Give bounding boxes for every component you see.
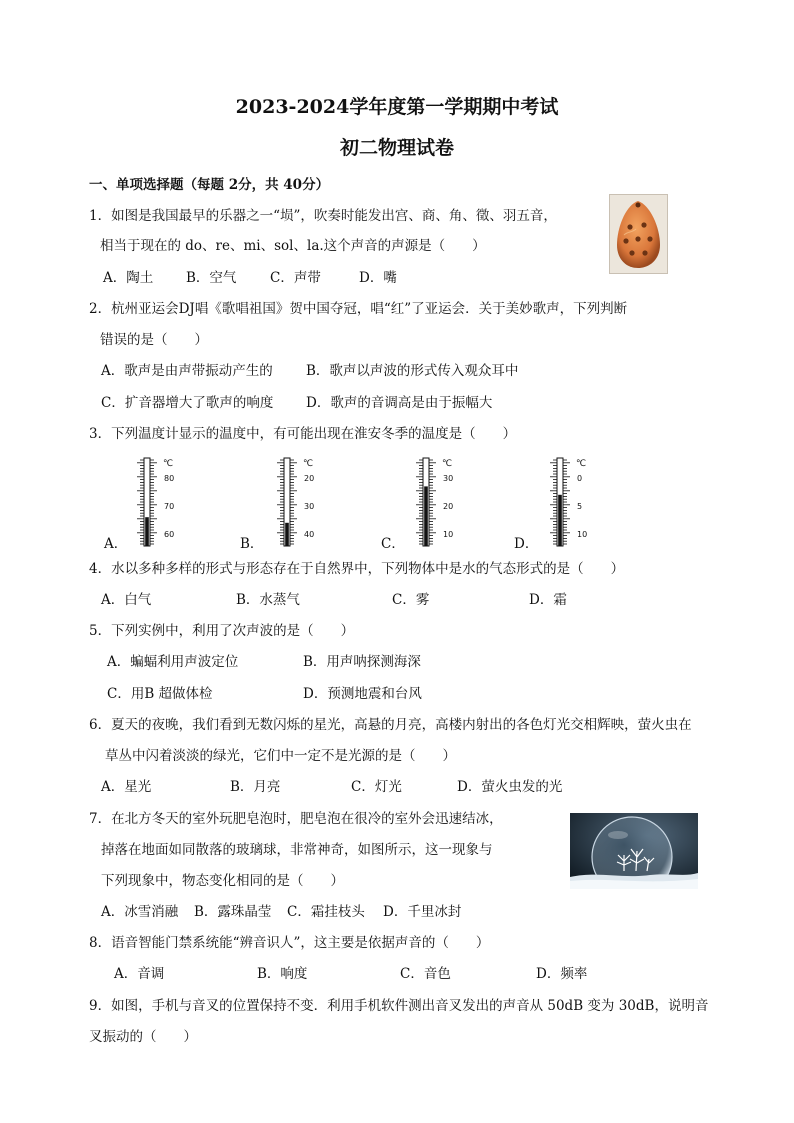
thermometer-tick-label: 30 xyxy=(443,474,454,483)
xun-instrument-image xyxy=(609,194,668,274)
thermometer-d xyxy=(541,452,601,548)
q5-option-a: A．蝙蝠利用声波定位 xyxy=(107,654,239,670)
q3-option-b: B． xyxy=(240,536,264,552)
thermometer-liquid xyxy=(145,517,149,546)
thermometer-unit: ℃ xyxy=(442,459,453,469)
q9-line2: 叉振动的（ ） xyxy=(89,1029,197,1045)
q9-line1: 9．如图，手机与音叉的位置保持不变．利用手机软件测出音叉发出的声音从 50dB 变为 30dB，说明音 xyxy=(89,998,709,1014)
q8-option-a: A．音调 xyxy=(114,966,165,982)
exam-subtitle: 初二物理试卷 xyxy=(339,137,454,159)
q5-option-d: D．预测地震和台风 xyxy=(303,686,422,702)
q7-option-c: C．霜挂枝头 xyxy=(287,904,365,920)
thermometer-tick-label: 70 xyxy=(164,502,175,511)
thermometer-unit: ℃ xyxy=(303,459,314,469)
q7-option-b: B．露珠晶莹 xyxy=(194,904,272,920)
q8-option-d: D．频率 xyxy=(536,966,588,982)
q8-option-b: B．响度 xyxy=(257,966,308,982)
q2-line1: 2．杭州亚运会DJ唱《歌唱祖国》贺中国夺冠，唱“红”了亚运会．关于美妙歌声，下列判断 xyxy=(89,301,628,317)
q2-option-b: B．歌声以声波的形式传入观众耳中 xyxy=(306,363,519,379)
thermometer-tick-label: 0 xyxy=(577,474,583,483)
q4-option-a: A．白气 xyxy=(101,592,152,608)
q1-option-c: C．声带 xyxy=(270,270,321,286)
q3-line1: 3．下列温度计显示的温度中，有可能出现在淮安冬季的温度是（ ） xyxy=(89,426,517,442)
q1-option-a: A．陶土 xyxy=(103,270,154,286)
q6-option-d: D．萤火虫发的光 xyxy=(457,779,563,795)
exam-title: 2023-2024学年度第一学期期中考试 xyxy=(235,96,559,118)
q3-option-a: A． xyxy=(104,536,128,552)
q7-line2: 掉落在地面如同散落的玻璃球，非常神奇，如图所示，这一现象与 xyxy=(101,842,493,858)
q2-option-c: C．扩音器增大了歌声的响度 xyxy=(101,395,274,411)
thermometer-tick-label: 20 xyxy=(304,474,315,483)
q8-line1: 8．语音智能门禁系统能“辨音识人”，这主要是依据声音的（ ） xyxy=(89,935,490,951)
q4-option-b: B．水蒸气 xyxy=(236,592,300,608)
thermometer-tick-label: 80 xyxy=(164,474,175,483)
q1-option-d: D．嘴 xyxy=(359,270,397,286)
thermometer-c xyxy=(407,452,467,548)
q4-line1: 4．水以多种多样的形式与形态存在于自然界中，下列物体中是水的气态形式的是（ ） xyxy=(89,561,625,577)
q7-option-d: D．千里冰封 xyxy=(383,904,462,920)
q7-option-a: A．冰雪消融 xyxy=(101,904,179,920)
q1-line1: 1．如图是我国最早的乐器之一“埙”，吹奏时能发出宫、商、角、徵、羽五音， xyxy=(89,208,557,224)
frozen-bubble-image xyxy=(570,813,698,889)
thermometer-unit: ℃ xyxy=(163,459,174,469)
thermometer-tick-label: 60 xyxy=(164,530,175,539)
q6-option-a: A．星光 xyxy=(101,779,152,795)
q5-line1: 5．下列实例中，利用了次声波的是（ ） xyxy=(89,623,355,639)
thermometer-tick-label: 5 xyxy=(577,502,583,511)
q7-line3: 下列现象中，物态变化相同的是（ ） xyxy=(101,873,344,889)
q6-line1: 6．夏天的夜晚，我们看到无数闪烁的星光，高悬的月亮，高楼内射出的各色灯光交相辉映，萤火虫在 xyxy=(89,717,692,733)
thermometer-tick-label: 10 xyxy=(577,530,588,539)
q6-line2: 草丛中闪着淡淡的绿光，它们中一定不是光源的是（ ） xyxy=(105,748,456,764)
section-title: 一、单项选择题（每题 2分，共 40分） xyxy=(89,177,330,193)
thermometer-b xyxy=(268,452,328,548)
q1-line2: 相当于现在的 do、re、mi、sol、la.这个声音的声源是（ ） xyxy=(100,238,486,254)
q5-option-c: C．用B 超做体检 xyxy=(107,686,213,702)
q2-option-d: D．歌声的音调高是由于振幅大 xyxy=(306,395,493,411)
q1-option-b: B．空气 xyxy=(186,270,237,286)
q3-option-c: C． xyxy=(381,536,405,552)
q4-option-d: D．霜 xyxy=(529,592,567,608)
q7-line1: 7．在北方冬天的室外玩肥皂泡时，肥皂泡在很冷的室外会迅速结冰， xyxy=(89,811,503,827)
q3-option-d: D． xyxy=(514,536,539,552)
thermometer-tick-label: 10 xyxy=(443,530,454,539)
q4-option-c: C．雾 xyxy=(392,592,430,608)
thermometer-liquid xyxy=(558,495,562,546)
q8-option-c: C．音色 xyxy=(400,966,451,982)
thermometer-tick-label: 20 xyxy=(443,502,454,511)
q6-option-c: C．灯光 xyxy=(351,779,402,795)
thermometer-liquid xyxy=(424,486,428,546)
q6-option-b: B．月亮 xyxy=(230,779,281,795)
thermometer-liquid xyxy=(285,523,289,546)
thermometer-tick-label: 40 xyxy=(304,530,315,539)
thermometer-unit: ℃ xyxy=(576,459,587,469)
thermometer-tick-label: 30 xyxy=(304,502,315,511)
q2-line2: 错误的是（ ） xyxy=(100,332,208,348)
thermometer-a xyxy=(128,452,188,548)
q5-option-b: B．用声呐探测海深 xyxy=(303,654,421,670)
q2-option-a: A．歌声是由声带振动产生的 xyxy=(101,363,273,379)
